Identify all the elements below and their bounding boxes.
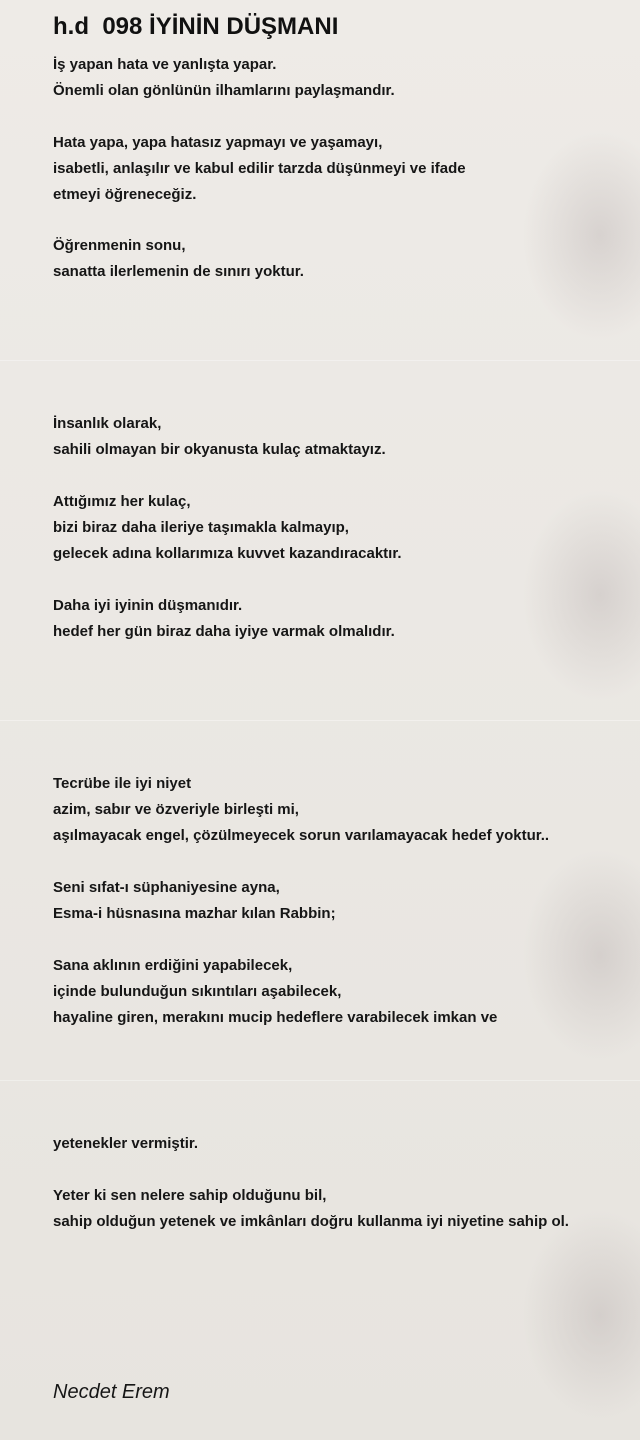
poem-line: Yeter ki sen nelere sahip olduğunu bil, [53,1187,327,1204]
stanza [53,489,633,567]
poem-line: azim, sabır ve özveriyle birleşti mi, [53,801,299,818]
poem-line: bizi biraz daha ileriye taşımakla kalmayıp, [53,519,349,536]
stanza [53,411,633,463]
poem-title: h.d 098 İYİNİN DÜŞMANI [53,13,339,40]
poem-line: İş yapan hata ve yanlışta yapar. [53,56,277,73]
poem-line: sahip olduğun yetenek ve imkânları doğru kullanma iyi niyetine sahip ol. [53,1213,569,1230]
background-seam [0,720,640,721]
poem-line: içinde bulunduğun sıkıntıları aşabilecek, [53,983,342,1000]
author-signature: Necdet Erem [53,1381,170,1403]
poem-line: hedef her gün biraz daha iyiye varmak olmalıdır. [53,623,395,640]
stanza [53,52,633,104]
stanza [53,130,633,208]
poem-line: hayaline giren, merakını mucip hedeflere varabilecek imkan ve [53,1009,498,1026]
poem-line: aşılmayacak engel, çözülmeyecek sorun varılamayacak hedef yoktur.. [53,827,550,844]
poem-line: Daha iyi iyinin düşmanıdır. [53,597,243,614]
poem-line: etmeyi öğreneceğiz. [53,186,197,203]
poem-line: İnsanlık olarak, [53,415,162,432]
stanza [53,875,633,927]
stanza [53,771,633,849]
poem-line: Esma-i hüsnasına mazhar kılan Rabbin; [53,905,336,922]
background-seam [0,360,640,361]
poem-line: Tecrübe ile iyi niyet [53,775,192,792]
poem-line: Sana aklının erdiğini yapabilecek, [53,957,293,974]
stanza [53,1183,633,1235]
poem-line: gelecek adına kollarımıza kuvvet kazandıracaktır. [53,545,402,562]
stanza [53,1131,633,1157]
stanza [53,593,633,645]
poem-line: Attığımız her kulaç, [53,493,191,510]
poem-line: sahili olmayan bir okyanusta kulaç atmaktayız. [53,441,386,458]
poem-line: yetenekler vermiştir. [53,1135,199,1152]
poem-line: sanatta ilerlemenin de sınırı yoktur. [53,263,304,280]
poem-line: Öğrenmenin sonu, [53,237,186,254]
poem-line: Seni sıfat-ı süphaniyesine ayna, [53,879,280,896]
poem-line: isabetli, anlaşılır ve kabul edilir tarzda düşünmeyi ve ifade [53,160,466,177]
stanza [53,233,633,285]
stanza [53,953,633,1031]
poem-line: Önemli olan gönlünün ilhamlarını paylaşmandır. [53,82,395,99]
background-seam [0,1080,640,1081]
poem-line: Hata yapa, yapa hatasız yapmayı ve yaşamayı, [53,134,383,151]
